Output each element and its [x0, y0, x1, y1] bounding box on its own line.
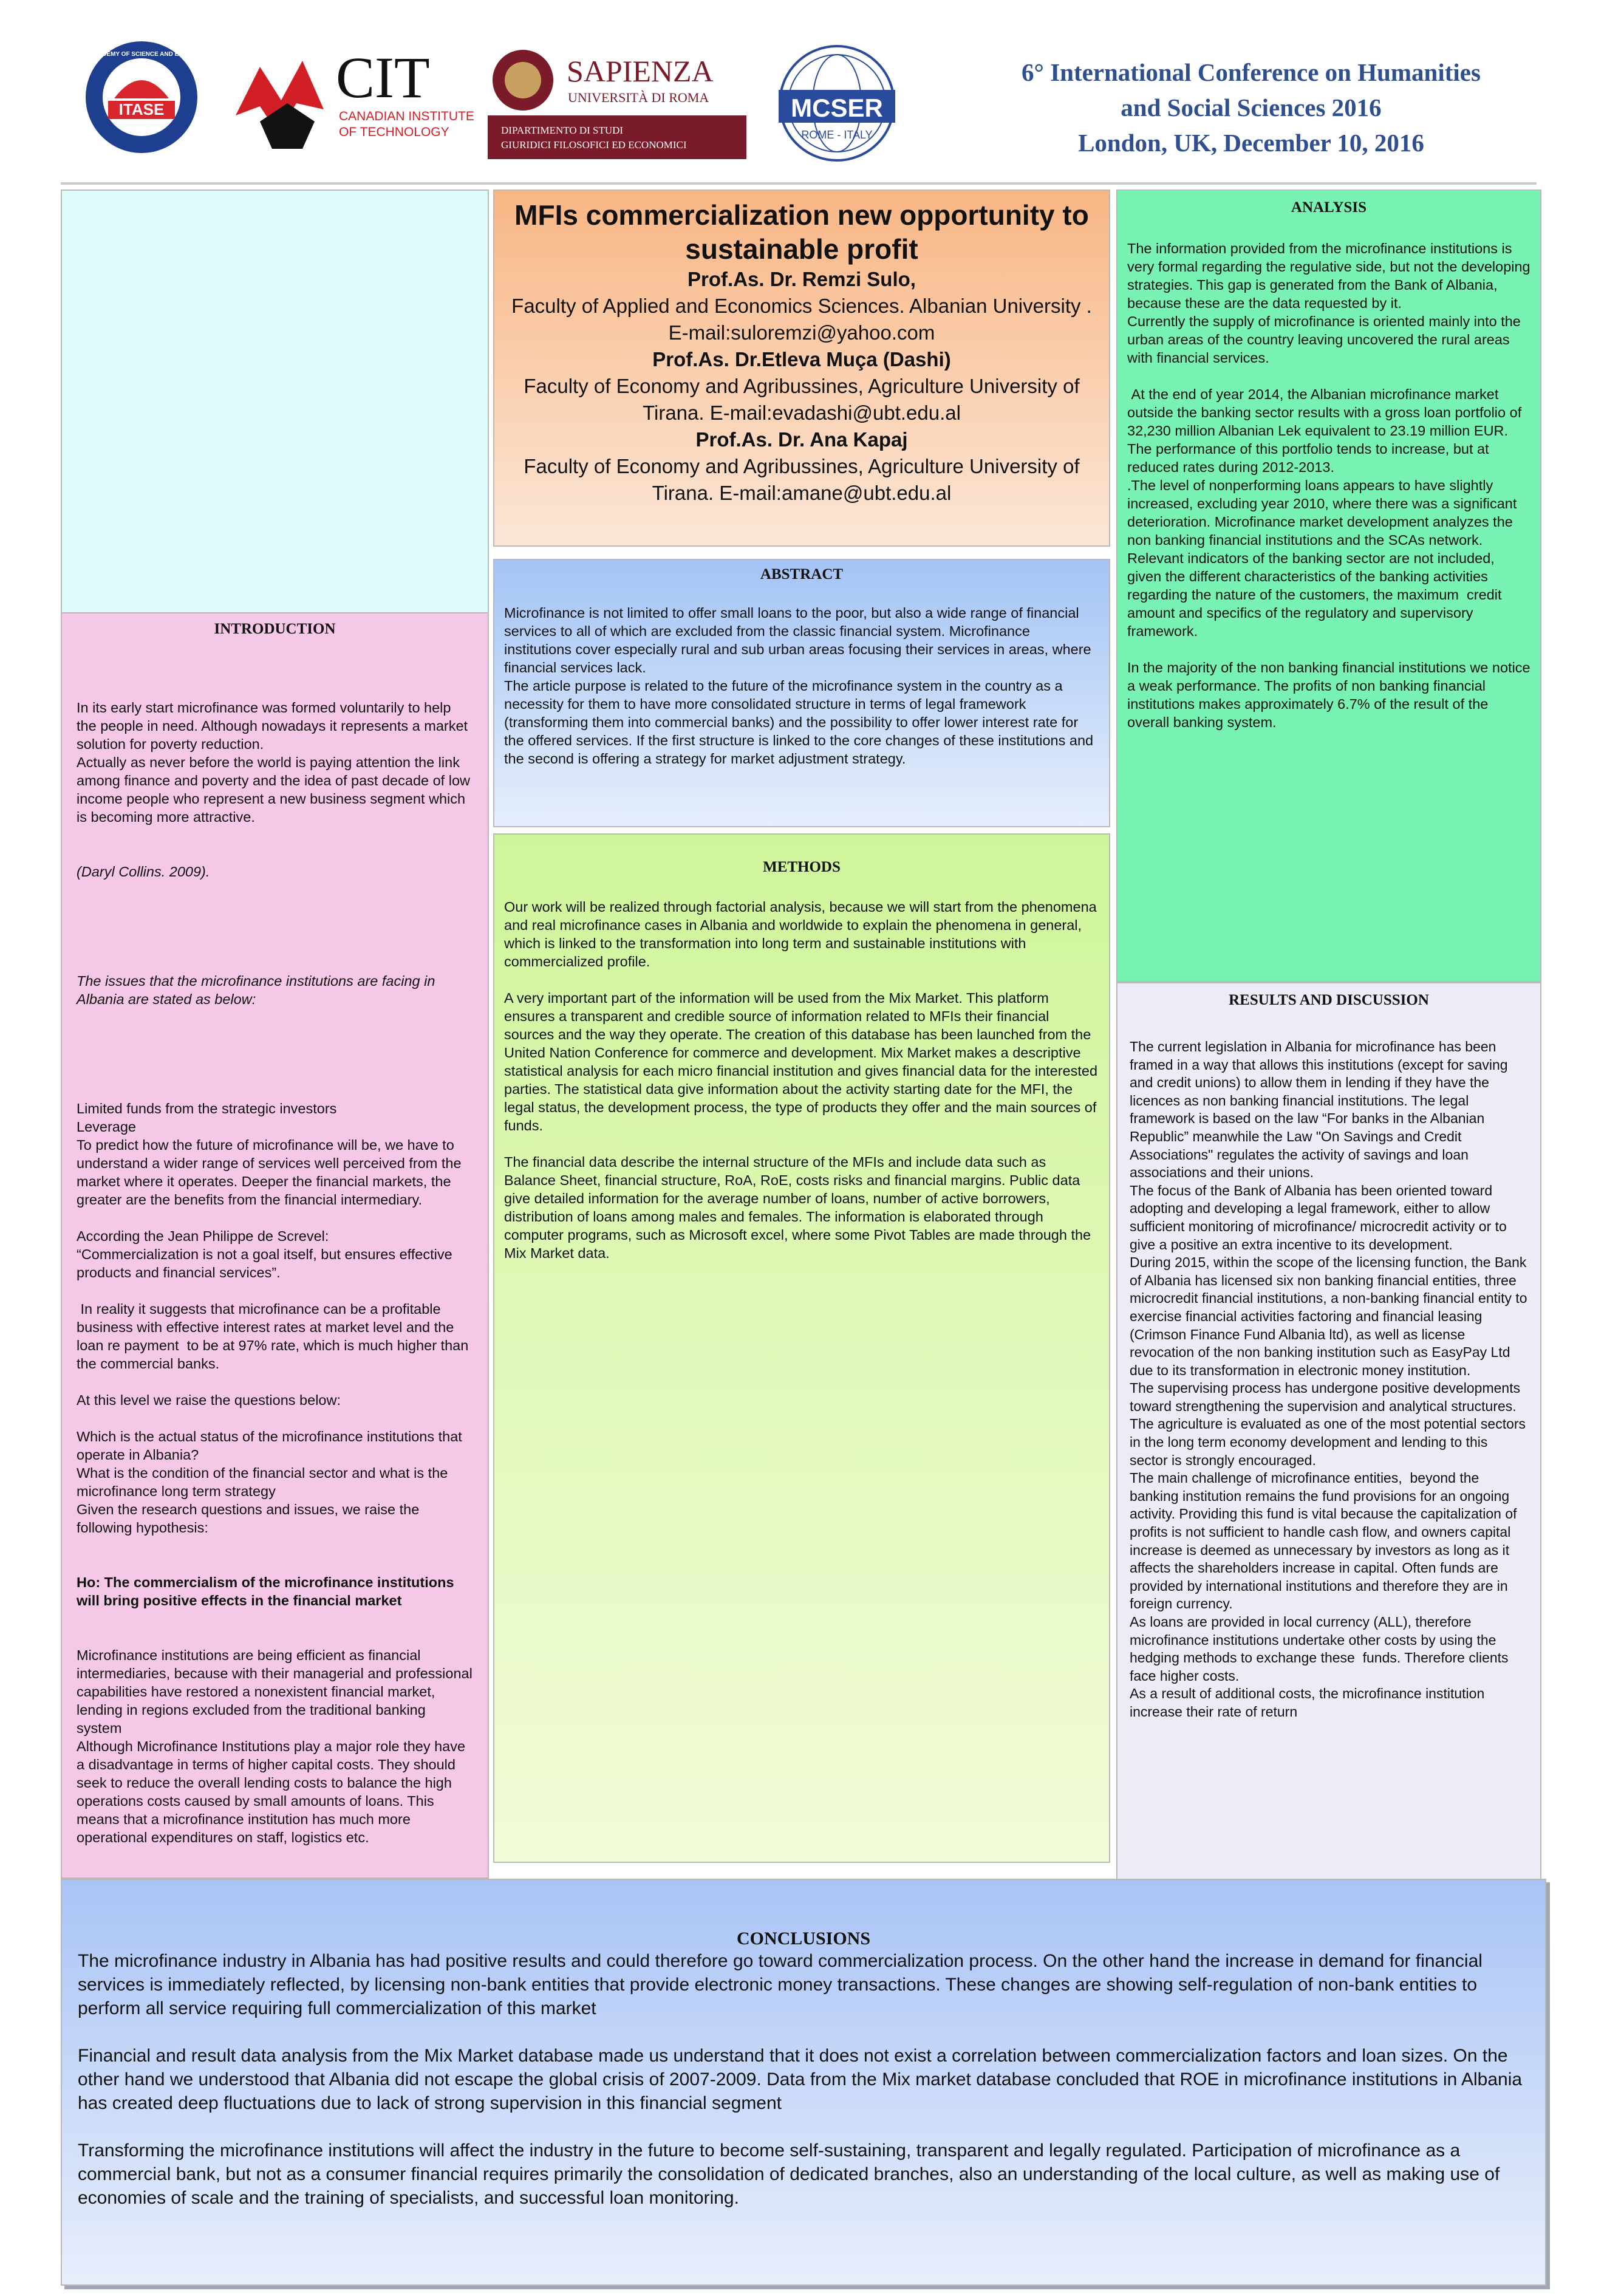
affiliation-2: Faculty of Economy and Agribussines, Agriculture University of Tirana. E-mail:evadashi@ubt.edu.al — [524, 375, 1080, 424]
title-box — [493, 190, 1110, 547]
conference-title-line3: London, UK, December 10, 2016 — [1078, 129, 1424, 157]
abstract-heading: ABSTRACT — [760, 566, 844, 583]
itase-logo-text: ITASE — [118, 100, 165, 118]
introduction-heading: INTRODUCTION — [214, 621, 336, 637]
mcser-logo-sub: ROME - ITALY — [801, 129, 873, 141]
conclusions-section — [61, 1879, 1546, 2286]
introduction-paragraph-4: Microfinance institutions are being efficient as financial intermediaries, because with their managerial and professional capabilities have restored a nonexistent financial market, lending in regions excluded from the traditional banking system Although Microfinance Institutions play a major role they have a disadvantage in terms of higher capital costs. They should seek to reduce the overall lending costs to balance the high operations costs caused by small amounts of loans. This means that a microfinance institution has much more operational expenditures on staff, logistics etc. — [77, 1647, 473, 1845]
sapienza-logo-dept1: DIPARTIMENTO DI STUDI — [501, 125, 624, 136]
results-body: The current legislation in Albania for microfinance has been framed in a way that allows this institutions (except for saving and credit unions) to allow them in lending if they have the licences as non banking financial institutions. The legal framework is based on the law “For banks in the Albanian Republic” meanwhile the Law "On Savings and Credit Associations" regulates the activity of savings and loan associations and their unions. The focus of the Bank of Albania has been oriented toward adopting and developing a legal framework, either to allow sufficient monitoring of microfinance/ microcredit activity or to give a positive an extra incentive to its development. During 2015, within the scope of the licensing function, the Bank of Albania has licensed six non banking financial entities, three microcredit financial institutions, a non-banking financial entity to exercise financial activities factoring and financial leasing (Crimson Finance Fund Albania ltd), as well as license revocation of the non banking institution such as EasyPay Ltd due to its transformation in electronic money institution. The supervising process has undergone positive developments toward strengthening the supervision and analytical structures. The agriculture is evaluated as one of the most potential sectors in the long term economy development and lending to this sector is strongly encouraged. The main challenge of microfinance entities, beyond the banking institution remains the fund provisions for an ongoing activity. Providing this fund is vital because the capitalization of profits is not sufficient to handle cash flow, and owners capital increase is deemed as unnecessary by investors as long as it affects the shareholders increase in capital. Often funds are provided by international institutions and therefore they are in foreign currency. As loans are provided in local currency (ALL), therefore microfinance institutions undertake other costs by using the hedging methods to exchange these funds. Therefore clients face higher costs. As a result of additional costs, the microfinance institution increase their rate of return — [1130, 1039, 1527, 1720]
sapienza-logo-sub: UNIVERSITÀ DI ROMA — [568, 90, 709, 105]
author-2: Prof.As. Dr.Etleva Muça (Dashi) — [652, 348, 951, 371]
conference-title-line2: and Social Sciences 2016 — [1121, 94, 1382, 121]
abstract-section — [493, 559, 1110, 827]
affiliation-1: Faculty of Applied and Economics Sciences. Albanian University . E-mail:suloremzi@yahoo.com — [511, 295, 1092, 344]
analysis-heading: ANALYSIS — [1291, 199, 1367, 216]
mcser-logo — [766, 43, 907, 164]
methods-heading: METHODS — [763, 859, 841, 875]
author-3: Prof.As. Dr. Ana Kapaj — [695, 428, 908, 451]
cit-logo-line2: OF TECHNOLOGY — [339, 125, 449, 139]
methods-section — [493, 833, 1110, 1863]
paper-title: MFIs commercialization new opportunity to sustainable profit — [514, 199, 1089, 265]
introduction-hypothesis: Ho: The commercialism of the microfinance institutions will bring positive effects in the financial market — [77, 1574, 459, 1608]
sapienza-logo-name: SAPIENZA — [567, 54, 714, 88]
blank-panel — [61, 190, 489, 616]
itase-logo-ring-text: IRAN ACADEMY OF SCIENCE AND EDUCATION — [72, 51, 211, 58]
header-divider — [61, 182, 1537, 185]
conclusions-heading: CONCLUSIONS — [736, 1929, 871, 1949]
conference-title — [929, 55, 1573, 170]
sapienza-logo — [488, 44, 746, 159]
conclusions-body: The microfinance industry in Albania has had positive results and could therefore go toward commercialization process. On the other hand the increase in demand for financial services is immediately reflected, by licensing non-bank entities that provide electronic money transactions. These changes are showing self-regulation of non-bank entities to perform all service requiring full commercialization of this market Financial and result data analysis from the Mix Market database made us understand that it does not exist a correlation between commercialization factors and loan sizes. On the other hand we understood that Albania did not escape the global crisis of 2007-2009. Data from the Mix market database concluded that ROE in microfinance institutions in Albania has created deep fluctuations due to lack of strong supervision in this financial segment Transforming the microfinance institutions will affect the industry in the future to become self-sustaining, transparent and legally regulated. Participation of microfinance as a commercial bank, but not as a consumer financial requires primarily the consolidation of dedicated branches, also an understanding of the local culture, as well as making use of economies of scale and the training of specialists, and successful loan monitoring. — [78, 1951, 1523, 2208]
cit-logo-name: CIT — [336, 45, 430, 110]
cit-logo — [223, 43, 479, 158]
conference-title-line1: 6° International Conference on Humanities — [1022, 58, 1481, 86]
itase-logo — [72, 38, 211, 157]
methods-body: Our work will be realized through factorial analysis, because we will start from the phenomena and real microfinance cases in Albania and worldwide to explain the phenomena in general, which is linked to the transformation into long term and sustainable institutions with commercialized profile. A very important part of the information will be used from the Mix Market. This platform ensures a transparent and credible source of information related to MFIs their financial sources and the way they operate. The creation of this database has been launched from the United Nation Conference for commerce and development. Mix Market makes a descriptive statistical analysis for each micro financial institution and gives financial data for the interested parties. The statistical data give information about the activity starting date for the MFI, the legal status, the development process, the type of products they offer and the main sources of funds. The financial data describe the internal structure of the MFIs and include data such as Balance Sheet, financial structure, RoA, RoE, costs risks and financial margins. Public data give detailed information for the average number of loans, number of active borrowers, distribution of loans among males and females. The information is elaborated through computer programs, such as Microsoft excel, where some Pivot Tables are made through the Mix Market data. — [504, 899, 1098, 1261]
introduction-issues-intro: The issues that the microfinance institutions are facing in Albania are stated as below: — [77, 973, 439, 1007]
sapienza-logo-dept2: GIURIDICI FILOSOFICI ED ECONOMICI — [501, 139, 687, 151]
mcser-logo-name: MCSER — [791, 94, 883, 122]
introduction-paragraph-3: Limited funds from the strategic investors Leverage To predict how the future of microfinance will be, we have to understand a wider range of services well perceived from the market where it operates. Deeper the financial markets, the greater are the benefits from the financial intermediary. According the Jean Philippe de Screvel: “Commercialization is not a goal itself, but ensures effective products and financial services”. In reality it suggests that microfinance can be a profitable business with effective interest rates at market level and the loan re payment to be at 97% rate, which is much higher than the commercial banks. At this level we raise the questions below: Which is the actual status of the microfinance institutions that operate in Albania? What is the condition of the financial sector and what is the microfinance long term strategy Given the research questions and issues, we raise the following hypothesis: — [77, 1101, 469, 1536]
introduction-section — [61, 612, 489, 1879]
analysis-section — [1116, 190, 1541, 982]
analysis-body: The information provided from the microfinance institutions is very formal regarding the regulative side, but not the developing strategies. This gap is generated from the Bank of Albania, because these are the data requested by it. Currently the supply of microfinance is oriented mainly into the urban areas of the country leaving uncovered the rural areas with financial services. At the end of year 2014, the Albanian microfinance market outside the banking sector results with a gross loan portfolio of 32,230 million Albanian Lek equivalent to 23.19 million EUR. The performance of this portfolio tends to increase, but at reduced rates during 2012-2013. .The level of nonperforming loans appears to have slightly increased, excluding year 2010, where there was a significant deterioration. Microfinance market development analyzes the non banking financial institutions and the SCAs network. Relevant indicators of the banking sector are not included, given the different characteristics of the banking activities regarding the nature of the customers, the maximum credit amount and specifics of the regulatory and supervisory framework. In the majority of the non banking financial institutions we notice a weak performance. The profits of non banking financial institutions makes approximately 6.7% of the result of the overall banking system. — [1127, 241, 1530, 730]
introduction-body — [77, 662, 473, 1883]
introduction-citation: (Daryl Collins. 2009). — [77, 864, 210, 880]
affiliation-3: Faculty of Economy and Agribussines, Agriculture University of Tirana. E-mail:amane@ubt.edu.al — [524, 455, 1080, 504]
cit-logo-line1: CANADIAN INSTITUTE — [339, 109, 474, 123]
results-section — [1116, 982, 1541, 1881]
abstract-body: Microfinance is not limited to offer small loans to the poor, but also a wide range of financial services to all of which are excluded from the classic financial system. Microfinance institutions cover especially rural and sub urban areas focusing their services in areas, where financial services lack. The article purpose is related to the future of the microfinance system in the country as a necessity for them to have more consolidated structure in terms of legal framework (transforming them into commercial banks) and the possibility to offer lower interest rate for the offered services. If the first structure is linked to the core changes of these institutions and the second is offering a strategy for market adjustment strategy. — [504, 605, 1094, 767]
introduction-paragraph-1: In its early start microfinance was formed voluntarily to help the people in need. Although nowadays it represents a market solution for poverty reduction. Actually as never before the world is paying attention the link among finance and poverty and the idea of past decade of low income people who represent a new business segment which is becoming more attractive. — [77, 700, 471, 825]
author-1: Prof.As. Dr. Remzi Sulo, — [687, 268, 916, 290]
results-heading: RESULTS AND DISCUSSION — [1229, 992, 1429, 1008]
